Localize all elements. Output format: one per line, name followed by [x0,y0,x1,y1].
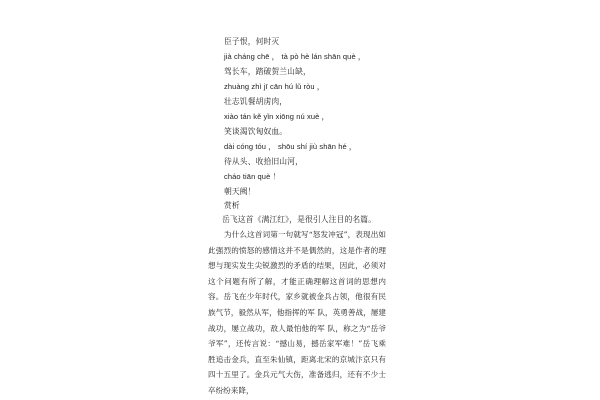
poem-line-pinyin: jià cháng chē ， tà pò hè lán shān què ， [224,52,366,61]
poem-line-pinyin: cháo tiān què ！ [224,172,281,181]
poem-line-pinyin: dài cóng tóu ， shōu shí jiù shān hé ， [224,142,357,151]
body-paragraph-text: 为什么这首词第一句就写“怒发冲冠”，表现出如此强烈的愤怒的感情这并不是偶然的，这是作者的理想与现实发生尖锐激烈的矛盾的结果，因此，必须对这个问题有所了解，才能正确理解这首词的思想内容。岳飞在少年时代，家乡就被金兵占领，他很有民族气节，毅然从军，他指挥的军 队，英勇善战，屡建战功，屡立战功，敌人最怕他的军 队，称之为“岳爷爷军”，还传言说：“撼山易，撼岳家军难！”岳飞乘胜追击金兵，直至朱仙镇，距离北宋的京城汴京只有四十五里了。金兵元气大伤，准备逃归，还有不少士卒纷纷来降， [208,230,386,395]
body-paragraph [208,227,386,399]
poem-line-hanzi: 笑谈渴饮匈奴血。 [224,127,288,136]
intro-sentence: 岳飞这首《满江红》，是很引人注目的名篇。 [222,215,377,224]
poem-line-hanzi: 待从头、收拾旧山河， [224,157,303,166]
poem-line-pinyin: xiào tán kě yǐn xiōng nú xuè ， [224,112,330,121]
section-heading: 赏析 [224,201,240,210]
poem-line-hanzi: 朝天阙！ [224,187,256,196]
poem-line-hanzi: 臣子恨，何时灭 [224,37,280,46]
poem-line-hanzi: 驾长车，踏破贺兰山缺， [224,67,311,76]
poem-line-hanzi: 壮志饥餐胡虏肉， [224,97,288,106]
poem-line-pinyin: zhuàng zhì jī cān hú lǔ ròu ， [224,82,325,91]
